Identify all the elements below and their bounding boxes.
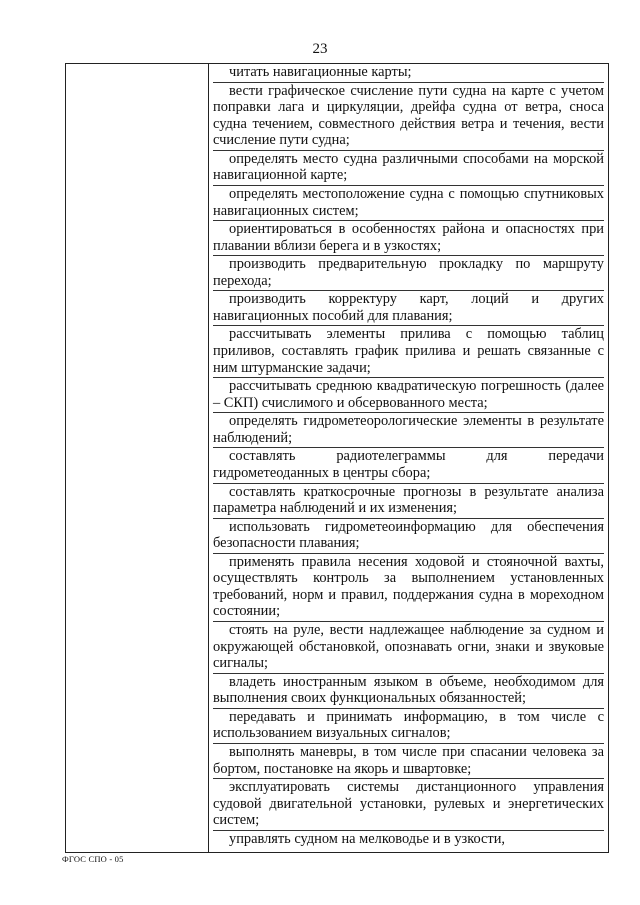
- list-item: определять место судна различными способами на морской навигационной карте;: [213, 151, 604, 186]
- list-item: определять гидрометеорологические элементы в результате наблюдений;: [213, 413, 604, 448]
- list-item: эксплуатировать системы дистанционного управления судовой двигательной установки, рулевых и энергетических систем;: [213, 779, 604, 831]
- list-item: стоять на руле, вести надлежащее наблюдение за судном и окружающей обстановкой, опознавать огни, знаки и звуковые сигналы;: [213, 622, 604, 674]
- list-item: ориентироваться в особенностях района и опасностях при плавании вблизи берега и в узкостях;: [213, 221, 604, 256]
- list-item: применять правила несения ходовой и стояночной вахты, осуществлять контроль за выполнением установленных требований, норм и правил, поддержания судна в мореходном состоянии;: [213, 554, 604, 622]
- list-item: составлять радиотелеграммы для передачи гидрометеоданных в центры сбора;: [213, 448, 604, 483]
- list-item: владеть иностранным языком в объеме, необходимом для выполнения своих функциональных обязанностей;: [213, 674, 604, 709]
- list-item: читать навигационные карты;: [213, 64, 604, 83]
- list-item: рассчитывать элементы прилива с помощью таблиц приливов, составлять график прилива и решать связанные с ним штурманские задачи;: [213, 326, 604, 378]
- list-item: составлять краткосрочные прогнозы в результате анализа параметра наблюдений и их изменения;: [213, 484, 604, 519]
- list-item: использовать гидрометеоинформацию для обеспечения безопасности плавания;: [213, 519, 604, 554]
- list-item: производить предварительную прокладку по маршруту перехода;: [213, 256, 604, 291]
- page-number: 23: [312, 41, 328, 57]
- list-item: управлять судном на мелководье и в узкости,: [229, 830, 505, 847]
- column-divider: [208, 64, 209, 852]
- list-item: определять местоположение судна с помощью спутниковых навигационных систем;: [213, 186, 604, 221]
- list-item: вести графическое счисление пути судна на карте с учетом поправки лага и циркуляции, дрейфа судна от ветра, сноса судна течением, совместного действия ветра и течения, вести счисление пути судна;: [213, 83, 604, 151]
- list-item: передавать и принимать информацию, в том числе с использованием визуальных сигналов;: [213, 709, 604, 744]
- list-item: выполнять маневры, в том числе при спасании человека за бортом, постановке на якорь и швартовке;: [213, 744, 604, 779]
- skills-list: [213, 64, 604, 848]
- content-table: [65, 63, 609, 853]
- list-item: производить корректуру карт, лоций и других навигационных пособий для плавания;: [213, 291, 604, 326]
- list-item: рассчитывать среднюю квадратическую погрешность (далее – СКП) счислимого и обсервованного места;: [213, 378, 604, 413]
- document-code-footer: ФГОС СПО - 05: [62, 854, 124, 864]
